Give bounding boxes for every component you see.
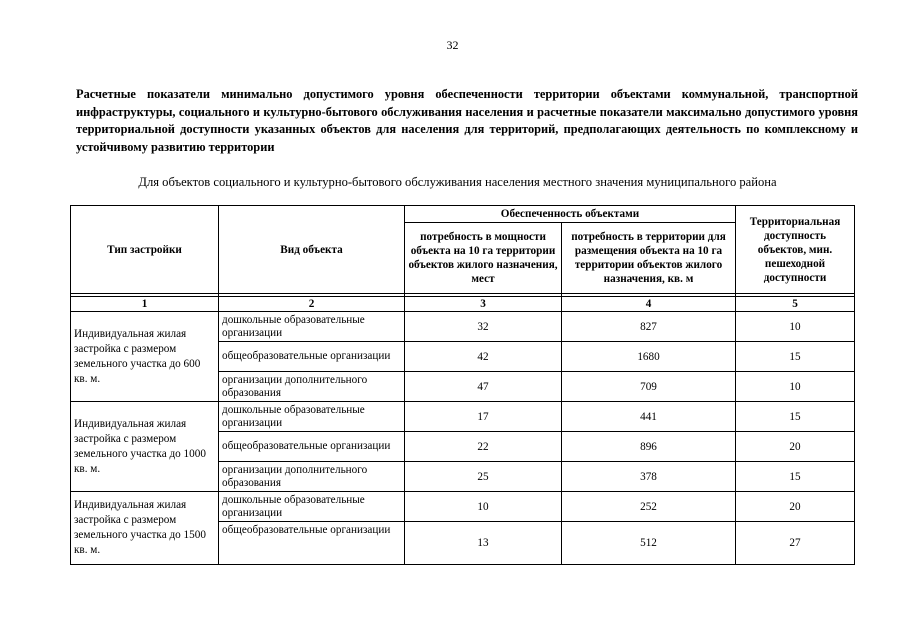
object-type-cell: общеобразовательные организации: [219, 522, 405, 565]
header-access: Территориальная доступность объектов, мин. пешеходной доступности: [736, 206, 855, 294]
development-type-cell: Индивидуальная жилая застройка с размером земельного участка до 1000 кв. м.: [71, 402, 219, 492]
object-type-cell: общеобразовательные организации: [219, 342, 405, 372]
header-object: Вид объекта: [219, 206, 405, 294]
column-index: 5: [736, 297, 855, 312]
area-cell: 827: [562, 312, 736, 342]
object-type-cell: организации дополнительного образования: [219, 372, 405, 402]
capacity-cell: 13: [405, 522, 562, 565]
area-cell: 252: [562, 492, 736, 522]
development-type-cell: Индивидуальная жилая застройка с размером земельного участка до 1500 кв. м.: [71, 492, 219, 565]
object-type-cell: дошкольные образовательные организации: [219, 402, 405, 432]
area-cell: 896: [562, 432, 736, 462]
capacity-cell: 25: [405, 462, 562, 492]
object-type-cell: дошкольные образовательные организации: [219, 492, 405, 522]
access-cell: 15: [736, 402, 855, 432]
capacity-cell: 42: [405, 342, 562, 372]
area-cell: 1680: [562, 342, 736, 372]
capacity-cell: 32: [405, 312, 562, 342]
area-cell: 441: [562, 402, 736, 432]
object-type-cell: организации дополнительного образования: [219, 462, 405, 492]
table-row: [71, 492, 855, 522]
access-cell: 20: [736, 432, 855, 462]
header-area: потребность в территории для размещения объекта на 10 га территории объектов жилого назначения, кв. м: [562, 223, 736, 294]
access-cell: 20: [736, 492, 855, 522]
header-provision-group: Обеспеченность объектами: [405, 206, 736, 223]
column-index: 1: [71, 297, 219, 312]
header-type: Тип застройки: [71, 206, 219, 294]
area-cell: 709: [562, 372, 736, 402]
access-cell: 10: [736, 312, 855, 342]
access-cell: 15: [736, 342, 855, 372]
table-row: [71, 402, 855, 432]
area-cell: 512: [562, 522, 736, 565]
column-index: 2: [219, 297, 405, 312]
capacity-cell: 47: [405, 372, 562, 402]
object-type-cell: дошкольные образовательные организации: [219, 312, 405, 342]
capacity-cell: 10: [405, 492, 562, 522]
table-row: [71, 312, 855, 342]
object-type-cell: общеобразовательные организации: [219, 432, 405, 462]
capacity-cell: 22: [405, 432, 562, 462]
document-heading: Расчетные показатели минимально допустимого уровня обеспеченности территории объектами коммунальной, транспортной инфраструктуры, социального и культурно-бытового обслуживания населения и расчетные показатели максимально допустимого уровня территориальной доступности указанных объектов для населения для территорий, предполагающих деятельность по комплексному и устойчивому развитию территории: [76, 87, 858, 154]
access-cell: 15: [736, 462, 855, 492]
column-index: 4: [562, 297, 736, 312]
area-cell: 378: [562, 462, 736, 492]
column-index: 3: [405, 297, 562, 312]
provision-table: [70, 205, 855, 565]
table-subtitle: Для объектов социального и культурно-бытового обслуживания населения местного значения муниципального района: [138, 175, 777, 189]
access-cell: 10: [736, 372, 855, 402]
header-capacity: потребность в мощности объекта на 10 га территории объектов жилого назначения, мест: [405, 223, 562, 294]
access-cell: 27: [736, 522, 855, 565]
column-index-row: [71, 297, 855, 312]
capacity-cell: 17: [405, 402, 562, 432]
page-number: 32: [446, 38, 459, 52]
development-type-cell: Индивидуальная жилая застройка с размером земельного участка до 600 кв. м.: [71, 312, 219, 402]
